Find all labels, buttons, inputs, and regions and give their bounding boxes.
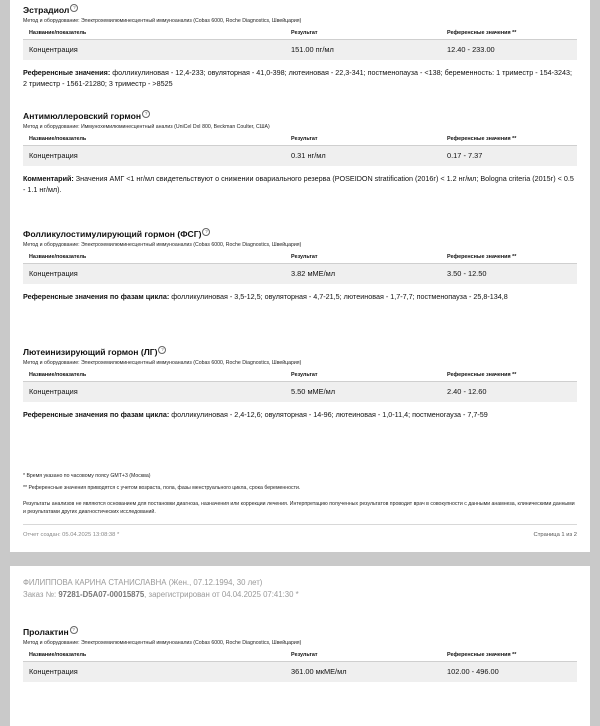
page-footer xyxy=(23,532,577,538)
footer-divider xyxy=(23,524,577,525)
result-table xyxy=(23,252,577,284)
cell-name: Концентрация xyxy=(23,264,285,285)
patient-header xyxy=(23,578,577,599)
cell-name: Концентрация xyxy=(23,662,285,683)
footnote-reference: ** Референсные значения приводятся с учетом возраста, пола, фазы менструального цикла, срока беременности. xyxy=(23,485,301,491)
result-table xyxy=(23,134,577,166)
help-icon[interactable]: ? xyxy=(158,346,166,354)
test-title: Лютеинизирующий гормон (ЛГ) ? xyxy=(23,346,577,357)
cell-result: 0.31 нг/мл xyxy=(285,146,441,167)
cell-name: Концентрация xyxy=(23,40,285,61)
column-header-result: Результат xyxy=(285,252,441,264)
report-page-2 xyxy=(10,566,590,726)
disclaimer: Результаты анализов не являются основанием для постановки диагноза, назначения или коррекции лечения. Интерпретацию полученных результатов проводит врач в совокупности с данными анамнеза, клиническими данными и результатами других диагностических исследований. xyxy=(23,501,575,515)
table-row xyxy=(23,382,577,403)
column-header-name: Название/показатель xyxy=(23,28,285,40)
cell-reference: 102.00 - 496.00 xyxy=(441,662,577,683)
column-header-name: Название/показатель xyxy=(23,370,285,382)
order-number: 97281-D5A07-00015875 xyxy=(58,590,145,599)
cell-result: 5.50 мМЕ/мл xyxy=(285,382,441,403)
column-header-reference: Референсные значения ** xyxy=(441,650,577,662)
test-method: Метод и оборудование: Электрохемилюминесцентный иммуноанализ (Cobas 6000, Roche Diagnostics, Швейцария) xyxy=(23,360,302,366)
reference-note: Референсные значения по фазам цикла: фолликулиновая - 3,5-12,5; овуляторная - 4,7-21,5; лютеиновая - 1,7-7,7; постменопауза - 25,8-134,8 xyxy=(23,292,508,301)
table-row xyxy=(23,264,577,285)
result-table xyxy=(23,370,577,402)
order-info: Заказ №: 97281-D5A07-00015875, зарегистрирован от 04.04.2025 07:41:30 * xyxy=(23,590,299,599)
column-header-result: Результат xyxy=(285,650,441,662)
column-header-reference: Референсные значения ** xyxy=(441,252,577,264)
cell-reference: 12.40 - 233.00 xyxy=(441,40,577,61)
test-method: Метод и оборудование: Электрохемилюминесцентный иммуноанализ (Cobas 6000, Roche Diagnostics, Швейцария) xyxy=(23,640,302,646)
report-page-1 xyxy=(10,0,590,552)
test-title: Фолликулостимулирующий гормон (ФСГ) ? xyxy=(23,228,577,239)
test-title: Пролактин ? xyxy=(23,626,577,637)
column-header-name: Название/показатель xyxy=(23,650,285,662)
table-row xyxy=(23,662,577,683)
table-row xyxy=(23,146,577,167)
cell-reference: 2.40 - 12.60 xyxy=(441,382,577,403)
cell-name: Концентрация xyxy=(23,382,285,403)
column-header-reference: Референсные значения ** xyxy=(441,370,577,382)
test-title: Эстрадиол ? xyxy=(23,4,577,15)
test-title: Антимюллеровский гормон ? xyxy=(23,110,577,121)
test-estradiol xyxy=(23,4,577,89)
test-amh xyxy=(23,110,577,195)
result-table xyxy=(23,28,577,60)
column-header-result: Результат xyxy=(285,370,441,382)
cell-result: 151.00 пг/мл xyxy=(285,40,441,61)
help-icon[interactable]: ? xyxy=(70,626,78,634)
cell-result: 3.82 мМЕ/мл xyxy=(285,264,441,285)
reference-note: Референсные значения: фолликулиновая - 12,4-233; овуляторная - 41,0-398; лютеиновая - 22,3-341; постменопауза - <138; беременность: 1 триместр - 154-3243; 2 триместр - 1561-21280; 3 триместр - >8525 xyxy=(23,68,572,88)
help-icon[interactable]: ? xyxy=(142,110,150,118)
column-header-result: Результат xyxy=(285,134,441,146)
page-number: Страница 1 из 2 xyxy=(533,532,577,538)
help-icon[interactable]: ? xyxy=(202,228,210,236)
result-table xyxy=(23,650,577,682)
test-prolactin xyxy=(23,626,577,682)
report-created: Отчет создан: 05.04.2025 13:08:38 * xyxy=(23,532,120,538)
cell-result: 361.00 мкМЕ/мл xyxy=(285,662,441,683)
column-header-reference: Референсные значения ** xyxy=(441,28,577,40)
test-method: Метод и оборудование: Иммунохемилюминесцентный анализ (UniCel DxI 800, Beckman Coulter, США) xyxy=(23,124,270,130)
test-fsh xyxy=(23,228,577,302)
help-icon[interactable]: ? xyxy=(70,4,78,12)
reference-note: Референсные значения по фазам цикла: фолликулиновая - 2,4-12,6; овуляторная - 14-96; лютеиновая - 1,0-11,4; постменогауза - 7,7-59 xyxy=(23,410,488,419)
column-header-result: Результат xyxy=(285,28,441,40)
test-method: Метод и оборудование: Электрохемилюминесцентный иммуноанализ (Cobas 6000, Roche Diagnostics, Швейцария) xyxy=(23,18,302,24)
column-header-reference: Референсные значения ** xyxy=(441,134,577,146)
footnotes xyxy=(23,472,577,493)
comment-note: Комментарий: Значения АМГ <1 нг/мл свидетельствуют о снижении овариального резерва (POSEIDON stratification (2016г) < 1.2 нг/мл; Bologna criteria (2015г) < 0.5 - 1.1 нг/мл). xyxy=(23,174,574,194)
test-lh xyxy=(23,346,577,420)
footnote-timezone: * Время указано по часовому поясу GMT+3 (Москва) xyxy=(23,473,151,479)
cell-reference: 3.50 - 12.50 xyxy=(441,264,577,285)
patient-info: ФИЛИППОВА КАРИНА СТАНИСЛАВНА (Жен., 07.12.1994, 30 лет) xyxy=(23,578,263,587)
test-method: Метод и оборудование: Электрохемилюминесцентный иммуноанализ (Cobas 6000, Roche Diagnostics, Швейцария) xyxy=(23,242,302,248)
cell-name: Концентрация xyxy=(23,146,285,167)
column-header-name: Название/показатель xyxy=(23,134,285,146)
column-header-name: Название/показатель xyxy=(23,252,285,264)
table-row xyxy=(23,40,577,61)
cell-reference: 0.17 - 7.37 xyxy=(441,146,577,167)
